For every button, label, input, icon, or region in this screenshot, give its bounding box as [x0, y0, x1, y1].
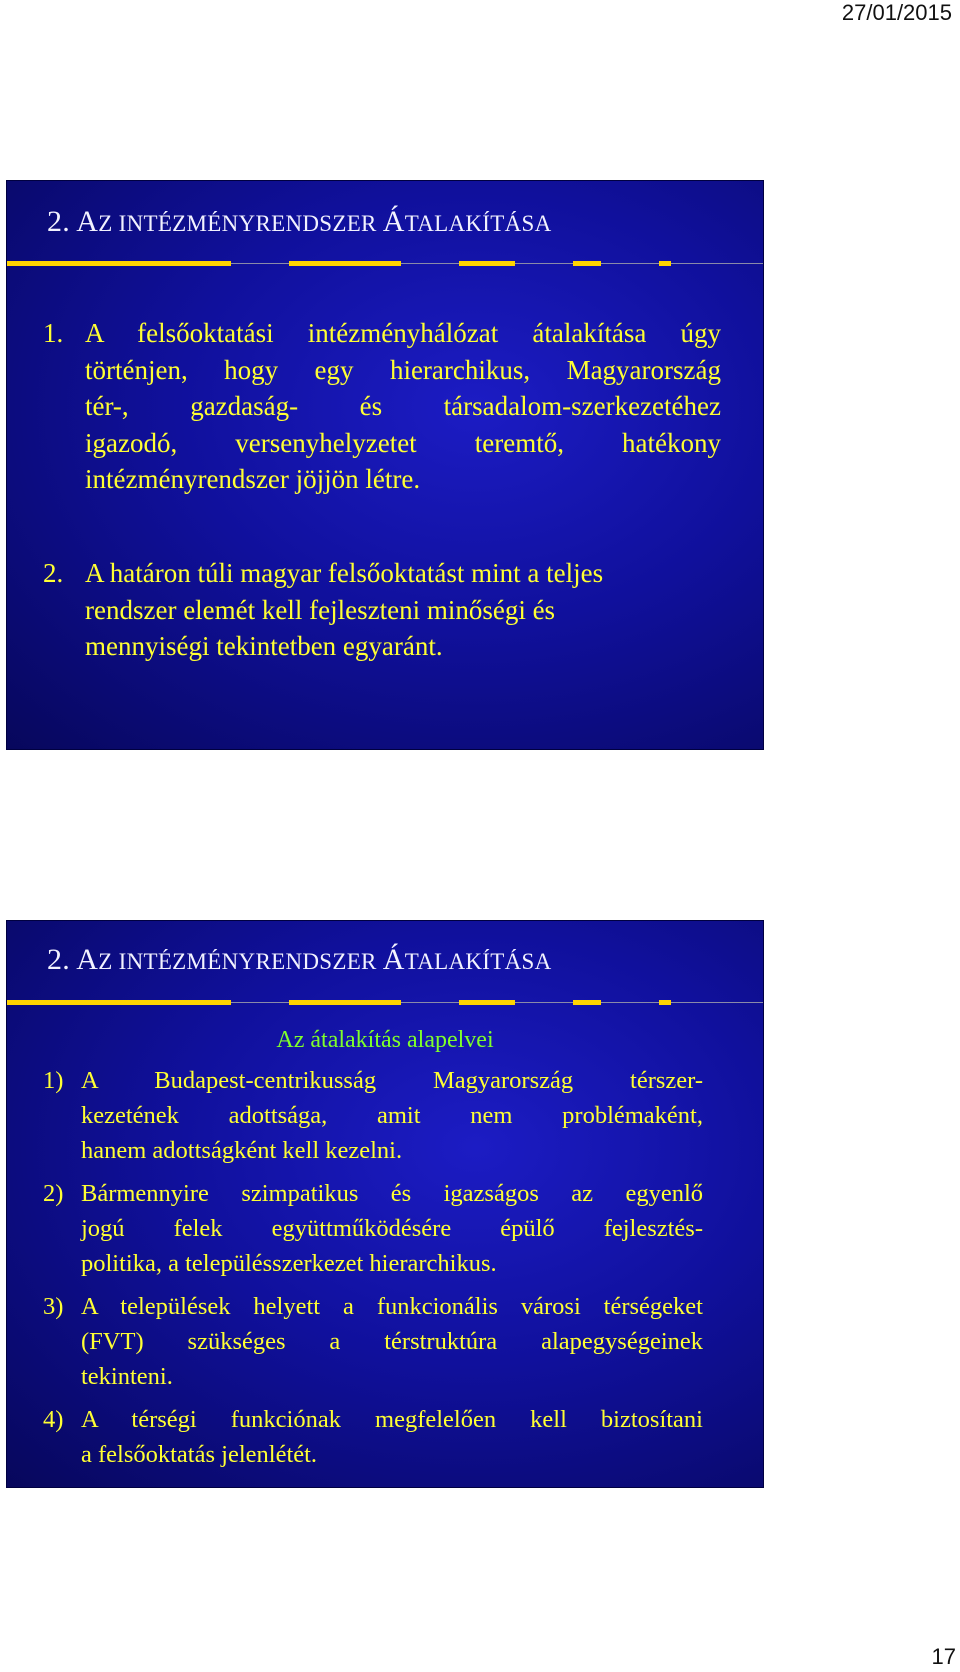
item-line: hanem adottságként kell kezelni. — [81, 1137, 403, 1164]
slide-title — [47, 205, 552, 239]
title-initial-a: A — [76, 943, 99, 976]
title-divider — [7, 1000, 764, 1006]
title-number: 2. — [47, 943, 77, 976]
list-number: 4) — [43, 1406, 64, 1433]
slide-subtitle: Az átalakítás alapelvei — [276, 1027, 494, 1053]
list-item — [43, 1176, 703, 1286]
item-line: A Budapest-centrikusság Magyarország térszer- — [81, 1067, 703, 1094]
item-line: intézményrendszer jöjjön létre. — [85, 464, 421, 494]
page-number: 17 — [931, 1644, 956, 1669]
item-line: tekinteni. — [81, 1363, 173, 1390]
list-number: 2. — [43, 558, 64, 588]
list-item — [43, 1289, 703, 1399]
list-number: 1. — [43, 318, 64, 348]
item-line: történjen, hogy egy hierarchikus, Magyarország — [85, 354, 721, 385]
item-line: rendszer elemét kell fejleszteni minőségi és — [85, 594, 556, 625]
item-line: kezetének adottsága, amit nem problémaként, — [81, 1102, 703, 1129]
list-number: 3) — [43, 1293, 64, 1320]
title-number: 2. — [47, 205, 77, 238]
list-item — [43, 315, 723, 505]
item-line: politika, a településszerkezet hierarchikus. — [81, 1250, 497, 1277]
list-item — [43, 555, 723, 675]
item-line: igazodó, versenyhelyzetet teremtő, hatékony — [85, 427, 721, 458]
title-initial-b: Á — [382, 205, 405, 238]
item-line: a felsőoktatás jelenlétét. — [81, 1441, 318, 1468]
list-item — [43, 1402, 703, 1477]
list-number: 2) — [43, 1180, 64, 1207]
item-line: A határon túli magyar felsőoktatást mint a teljes — [85, 558, 604, 588]
item-line: (FVT) szükséges a térstruktúra alapegységeinek — [81, 1328, 703, 1355]
item-line: mennyiségi tekintetben egyaránt. — [85, 631, 443, 661]
title-initial-b: Á — [382, 943, 405, 976]
list-item — [43, 1063, 703, 1173]
slide-2 — [6, 920, 764, 1488]
item-line: A felsőoktatási intézményhálózat átalakítása úgy — [85, 318, 721, 348]
item-line: A térségi funkciónak megfelelően kell biztosítani — [81, 1406, 703, 1433]
page-date: 27/01/2015 — [841, 0, 952, 25]
title-initial-a: A — [76, 205, 99, 238]
list-number: 1) — [43, 1067, 64, 1094]
item-line: Bármennyire szimpatikus és igazságos az egyenlő — [81, 1180, 703, 1207]
title-part-b: TALAKÍTÁSA — [404, 211, 552, 236]
title-part-b: TALAKÍTÁSA — [404, 949, 552, 974]
item-line: jogú felek együttműködésére épülő fejlesztés- — [81, 1215, 703, 1242]
item-line: A települések helyett a funkcionális városi térségeket — [81, 1293, 703, 1320]
title-part-a: Z INTÉZMÉNYRENDSZER — [98, 949, 383, 974]
item-line: tér-, gazdaság- és társadalom-szerkezetéhez — [85, 391, 721, 421]
title-divider — [7, 261, 764, 267]
slide-title — [47, 943, 552, 977]
title-part-a: Z INTÉZMÉNYRENDSZER — [98, 211, 383, 236]
slide-1 — [6, 180, 764, 750]
